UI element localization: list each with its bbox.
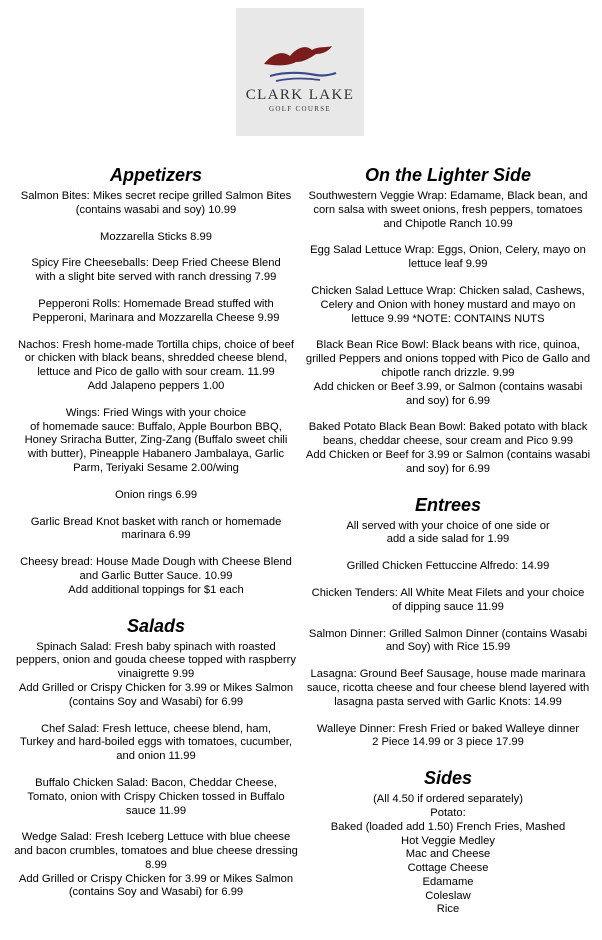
lighter-side-list [302, 190, 594, 477]
menu-item-line: Baked Potato Black Bean Bowl: Baked potato with black [308, 421, 588, 434]
menu-item-line: Southwestern Veggie Wrap: Edamame, Black bean, and [308, 190, 588, 202]
menu-item-line: (All 4.50 if ordered separately) [373, 793, 523, 806]
lighter-side-heading: On the Lighter Side [364, 165, 531, 185]
entrees-list [302, 520, 594, 751]
menu-item-line: Edamame [422, 875, 474, 888]
menu-item [302, 285, 594, 326]
menu-item-line: Pepperoni, Marinara and Mozzarella Cheese 9.99 [32, 311, 280, 324]
menu-item-line: with a slight bite served with ranch dressing 7.99 [35, 271, 277, 284]
menu-item-line: Baked (loaded add 1.50) French Fries, Mashed [330, 820, 566, 833]
menu-item [302, 587, 594, 615]
menu-item [10, 489, 302, 503]
menu-item-line: 2 Piece 14.99 or 3 piece 17.99 [372, 736, 524, 749]
menu-item [302, 244, 594, 272]
menu-item-line: Turkey and hard-boiled eggs with tomatoes, cucumber, [20, 736, 292, 749]
menu-item [302, 421, 594, 476]
appetizers-heading: Appetizers [109, 165, 203, 185]
menu-item [10, 723, 302, 764]
left-column [10, 160, 302, 913]
menu-item [10, 339, 302, 394]
menu-item-line: lettuce and Pico de gallo with sour cream. 11.99 [37, 366, 275, 379]
menu-item-line: with butter), Pineapple Habanero Jambalaya, Garlic [27, 448, 285, 461]
menu-item-line: Lasagna: Ground Beef Sausage, house made marinara [310, 668, 586, 681]
menu-item-line: Walleye Dinner: Fresh Fried or baked Walleye dinner [316, 722, 580, 735]
menu-item-line: lettuce 9.99 *NOTE: CONTAINS NUTS [351, 312, 545, 325]
menu-item-line: Tomato, onion with Crispy Chicken tossed in Buffalo [27, 790, 285, 803]
menu-item-line: Cottage Cheese [407, 862, 489, 875]
entrees-heading: Entrees [414, 494, 482, 515]
menu-item [302, 520, 594, 548]
menu-item-line: Salmon Dinner: Grilled Salmon Dinner (contains Wasabi [308, 627, 588, 640]
menu-item-line: Add Grilled or Crispy Chicken for 3.99 or Mikes Salmon [18, 681, 294, 694]
menu-item-line: Chef Salad: Fresh lettuce, cheese blend, ham, [40, 722, 272, 735]
menu-item-line: corn salsa with sweet onions, fresh peppers, tomatoes [313, 203, 583, 216]
menu-item-line: beans, cheddar cheese, sour cream and Pico 9.99 [322, 435, 573, 448]
menu-item-line: and soy) for 6.99 [406, 394, 490, 407]
menu-item-line: Coleslaw [425, 889, 471, 902]
menu-item-line: Cheesy bread: House Made Dough with Cheese Blend [20, 556, 292, 569]
menu-item-line: (contains wasabi and soy) 10.99 [75, 203, 237, 216]
menu-item-line: Egg Salad Lettuce Wrap: Eggs, Onion, Celery, mayo on [310, 244, 586, 257]
menu-item-line: of dipping sauce 11.99 [392, 600, 504, 613]
menu-item-line: and bacon crumbles, tomatoes and blue cheese dressing [14, 845, 298, 858]
menu-item-line: Chicken Tenders: All White Meat Filets and your choice [311, 586, 585, 599]
menu-item-line: sauce, ricotta cheese and four cheese blend layered with [306, 681, 590, 694]
menu-item-line: Add chicken or Beef 3.99, or Salmon (contains wasabi [313, 380, 583, 393]
appetizers-list [10, 190, 302, 598]
menu-item-line: Salmon Bites: Mikes secret recipe grilled Salmon Bites [20, 190, 292, 202]
menu-item-line: vinaigrette 9.99 [117, 668, 195, 681]
menu-item [10, 777, 302, 818]
menu-item-line: Spicy Fire Cheeseballs: Deep Fried Cheese Blend [31, 257, 281, 270]
menu-item-line: Rice [436, 903, 460, 916]
menu-item [302, 723, 594, 751]
logo-name: CLARK LAKE [245, 87, 355, 103]
menu-item-line: Add additional toppings for $1 each [68, 583, 244, 596]
menu-item-line: sauce 11.99 [125, 804, 187, 817]
salads-heading: Salads [126, 615, 186, 636]
menu-item-line: and onion 11.99 [116, 750, 196, 763]
menu-item [10, 190, 302, 218]
menu-item-line: grilled Peppers and onions topped with Pico de Gallo and [305, 353, 591, 366]
menu-item [10, 831, 302, 900]
logo [236, 8, 364, 136]
menu-item-line: Grilled Chicken Fettuccine Alfredo: 14.99 [346, 560, 550, 573]
menu-item-line: Parm, Teriyaki Sesame 2.00/wing [73, 461, 239, 474]
menu-item-line: Potato: [430, 806, 466, 819]
menu-item-line: Hot Veggie Medley [401, 834, 495, 847]
menu-item-line: Pepperoni Rolls: Homemade Bread stuffed with [38, 297, 274, 310]
menu-item [302, 628, 594, 656]
menu-item-line: Mozzarella Sticks 8.99 [100, 230, 212, 243]
menu-item-line: Wedge Salad: Fresh Iceberg Lettuce with blue cheese [21, 831, 291, 844]
menu-item-line: Honey Sriracha Butter, Zing-Zang (Buffalo sweet chili [24, 434, 288, 447]
menu-item-line: Celery and Onion with honey mustard and mayo on [320, 298, 576, 311]
menu-item-line: peppers, onion and gouda cheese topped with raspberry [16, 654, 296, 667]
right-column [302, 160, 594, 930]
menu-item-line: Wings: Fried Wings with your choice [65, 406, 247, 419]
salads-list [10, 641, 302, 901]
menu-item-line: Add Jalapeno peppers 1.00 [87, 379, 225, 392]
menu-item [10, 257, 302, 285]
menu-item-line: lettuce leaf 9.99 [408, 258, 488, 271]
menu-item-line: Buffalo Chicken Salad: Bacon, Cheddar Cheese, [35, 776, 277, 789]
menu-item-line: Nachos: Fresh home-made Tortilla chips, choice of beef [18, 338, 294, 351]
menu-item-line: and Chipotle Ranch 10.99 [383, 217, 513, 230]
menu-item-line: and Soy) with Rice 15.99 [385, 641, 511, 654]
menu-item-line: Black Bean Rice Bowl: Black beans with rice, quinoa, [316, 339, 580, 352]
menu-item-line: 8.99 [145, 858, 167, 871]
menu-item-line: lasagna pasta served with Garlic Knots: 14.99 [334, 695, 562, 708]
menu-item-line: or chicken with black beans, shredded cheese blend, [24, 352, 288, 365]
sides-heading: Sides [423, 768, 473, 789]
menu-item [10, 641, 302, 710]
menu-item [10, 556, 302, 597]
menu-item-line: chipotle ranch drizzle. 9.99 [381, 366, 515, 379]
menu-item-line: Mac and Cheese [405, 848, 491, 861]
menu-item [302, 339, 594, 408]
menu-item-line: add a side salad for 1.99 [386, 533, 510, 546]
menu-item-line: Add Chicken or Beef for 3.99 or Salmon (contains wasabi [305, 448, 591, 461]
menu-item [302, 668, 594, 709]
menu-item-line: (contains Soy and Wasabi) for 6.99 [68, 695, 244, 708]
menu-item [10, 231, 302, 245]
menu-item [302, 793, 594, 917]
menu-item-line: of homemade sauce: Buffalo, Apple Bourbon BBQ, [30, 420, 282, 433]
menu-item [302, 560, 594, 574]
menu-item [10, 407, 302, 476]
menu-item-line: Spinach Salad: Fresh baby spinach with roasted [36, 640, 276, 653]
menu-item [10, 298, 302, 326]
menu-item-line: Garlic Bread Knot basket with ranch or homemade [30, 515, 282, 528]
menu-item-line: Chicken Salad Lettuce Wrap: Chicken salad, Cashews, [311, 284, 585, 297]
menu-item-line: marinara 6.99 [121, 529, 191, 542]
goose-logo-icon [260, 42, 340, 86]
menu-item-line: (contains Soy and Wasabi) for 6.99 [68, 886, 244, 899]
menu-item [302, 190, 594, 231]
menu-item-line: and Garlic Butter Sauce. 10.99 [79, 569, 233, 582]
menu-item [10, 516, 302, 544]
sides-list [302, 793, 594, 917]
logo-subtitle: GOLF COURSE [269, 105, 331, 113]
menu-item-line: Add Grilled or Crispy Chicken for 3.99 or Mikes Salmon [18, 872, 294, 885]
menu-item-line: Onion rings 6.99 [114, 488, 198, 501]
menu-item-line: and soy) for 6.99 [406, 462, 490, 475]
menu-item-line: All served with your choice of one side or [346, 519, 550, 532]
